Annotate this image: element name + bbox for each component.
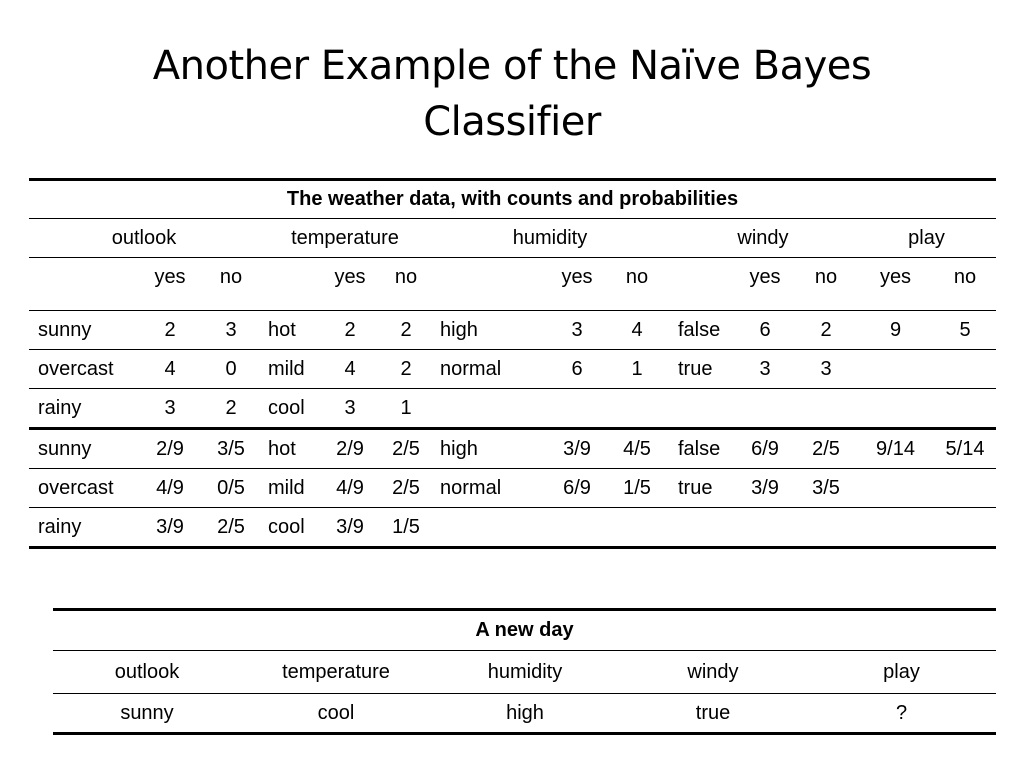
subheader-cell: yes <box>319 258 381 311</box>
subheader-cell: no <box>934 258 996 311</box>
value-cell <box>934 350 996 389</box>
value-label-cell: high <box>431 311 549 350</box>
value-label-cell <box>431 508 549 548</box>
value-label-cell: rainy <box>29 508 137 548</box>
subheader-cell: no <box>605 258 669 311</box>
weather-table-body <box>29 311 996 548</box>
value-cell: 1/5 <box>605 469 669 508</box>
value-cell <box>795 508 857 548</box>
value-cell: 6/9 <box>549 469 605 508</box>
attribute-header-outlook: outlook <box>29 219 259 258</box>
value-label-cell: cool <box>259 389 319 429</box>
value-cell: 3/9 <box>319 508 381 548</box>
value-cell: 3/9 <box>137 508 203 548</box>
count-row <box>29 311 996 350</box>
probability-row <box>29 429 996 469</box>
value-cell: 6 <box>549 350 605 389</box>
value-label-cell: overcast <box>29 469 137 508</box>
value-label-cell: true <box>669 469 735 508</box>
value-label-cell: overcast <box>29 350 137 389</box>
value-label-cell: hot <box>259 311 319 350</box>
value-label-cell: sunny <box>29 311 137 350</box>
slide-title-line-2: Classifier <box>423 99 601 145</box>
value-cell: 4 <box>605 311 669 350</box>
value-cell: 1/5 <box>381 508 431 548</box>
value-cell: 0 <box>203 350 259 389</box>
value-cell: 3/5 <box>795 469 857 508</box>
new-day-value-temperature: cool <box>241 694 431 734</box>
value-cell: 3/9 <box>549 429 605 469</box>
new-day-header-humidity: humidity <box>431 651 619 694</box>
value-cell <box>857 469 934 508</box>
value-cell: 2/9 <box>319 429 381 469</box>
value-cell: 9/14 <box>857 429 934 469</box>
value-cell <box>934 469 996 508</box>
subheader-cell: yes <box>857 258 934 311</box>
value-label-cell: mild <box>259 350 319 389</box>
value-cell: 5/14 <box>934 429 996 469</box>
value-cell: 3/9 <box>735 469 795 508</box>
value-cell: 0/5 <box>203 469 259 508</box>
new-day-value-humidity: high <box>431 694 619 734</box>
value-cell: 5 <box>934 311 996 350</box>
value-label-cell: mild <box>259 469 319 508</box>
value-cell: 6 <box>735 311 795 350</box>
value-label-cell: high <box>431 429 549 469</box>
value-label-cell <box>431 389 549 429</box>
subheader-cell: yes <box>735 258 795 311</box>
new-day-header-temperature: temperature <box>241 651 431 694</box>
value-label-cell: true <box>669 350 735 389</box>
weather-data-table <box>29 178 996 549</box>
value-cell <box>735 508 795 548</box>
value-cell: 2 <box>203 389 259 429</box>
probability-row <box>29 469 996 508</box>
value-cell: 3 <box>137 389 203 429</box>
value-cell <box>735 389 795 429</box>
value-cell: 2 <box>795 311 857 350</box>
value-label-cell <box>669 389 735 429</box>
value-cell <box>857 508 934 548</box>
value-cell: 2/9 <box>137 429 203 469</box>
value-cell: 3 <box>549 311 605 350</box>
count-row <box>29 389 996 429</box>
subheader-cell: no <box>381 258 431 311</box>
new-day-value-play: ? <box>807 694 996 734</box>
value-cell <box>934 508 996 548</box>
attribute-header-humidity: humidity <box>431 219 669 258</box>
value-label-cell: rainy <box>29 389 137 429</box>
value-cell: 9 <box>857 311 934 350</box>
subheader-cell: yes <box>549 258 605 311</box>
weather-table-caption: The weather data, with counts and probabilities <box>29 180 996 219</box>
attribute-header-temperature: temperature <box>259 219 431 258</box>
new-day-table <box>53 608 996 735</box>
probability-row <box>29 508 996 548</box>
new-day-header-outlook: outlook <box>53 651 241 694</box>
value-cell <box>795 389 857 429</box>
subheader-cell: no <box>203 258 259 311</box>
value-cell: 3/5 <box>203 429 259 469</box>
new-day-header-windy: windy <box>619 651 807 694</box>
value-cell: 2/5 <box>381 469 431 508</box>
value-cell <box>857 350 934 389</box>
value-cell: 2 <box>381 311 431 350</box>
value-cell <box>549 508 605 548</box>
value-label-cell <box>669 508 735 548</box>
value-cell: 3 <box>319 389 381 429</box>
value-cell: 2 <box>319 311 381 350</box>
value-label-cell: false <box>669 429 735 469</box>
value-cell <box>605 389 669 429</box>
value-cell <box>605 508 669 548</box>
value-label-cell: normal <box>431 469 549 508</box>
value-cell: 6/9 <box>735 429 795 469</box>
slide-title <box>0 38 1024 150</box>
new-day-header-play: play <box>807 651 996 694</box>
slide-title-line-1: Another Example of the Naïve Bayes <box>152 43 872 89</box>
value-cell: 4/5 <box>605 429 669 469</box>
value-cell <box>934 389 996 429</box>
subheader-cell: no <box>795 258 857 311</box>
attribute-header-play: play <box>857 219 996 258</box>
count-row <box>29 350 996 389</box>
value-cell: 4 <box>319 350 381 389</box>
value-cell <box>857 389 934 429</box>
value-cell: 3 <box>735 350 795 389</box>
value-cell: 4/9 <box>137 469 203 508</box>
new-day-value-outlook: sunny <box>53 694 241 734</box>
yes-no-header-row <box>29 258 996 311</box>
value-cell: 2 <box>381 350 431 389</box>
value-cell: 4 <box>137 350 203 389</box>
subheader-cell: yes <box>137 258 203 311</box>
value-cell <box>549 389 605 429</box>
value-cell: 1 <box>605 350 669 389</box>
value-label-cell: normal <box>431 350 549 389</box>
value-cell: 1 <box>381 389 431 429</box>
value-label-cell: sunny <box>29 429 137 469</box>
attribute-header-windy: windy <box>669 219 857 258</box>
value-label-cell: false <box>669 311 735 350</box>
value-cell: 2/5 <box>203 508 259 548</box>
value-cell: 2 <box>137 311 203 350</box>
value-label-cell: hot <box>259 429 319 469</box>
value-cell: 2/5 <box>795 429 857 469</box>
new-day-caption: A new day <box>53 610 996 651</box>
value-cell: 3 <box>795 350 857 389</box>
value-cell: 2/5 <box>381 429 431 469</box>
value-cell: 3 <box>203 311 259 350</box>
value-label-cell: cool <box>259 508 319 548</box>
value-cell: 4/9 <box>319 469 381 508</box>
new-day-value-windy: true <box>619 694 807 734</box>
